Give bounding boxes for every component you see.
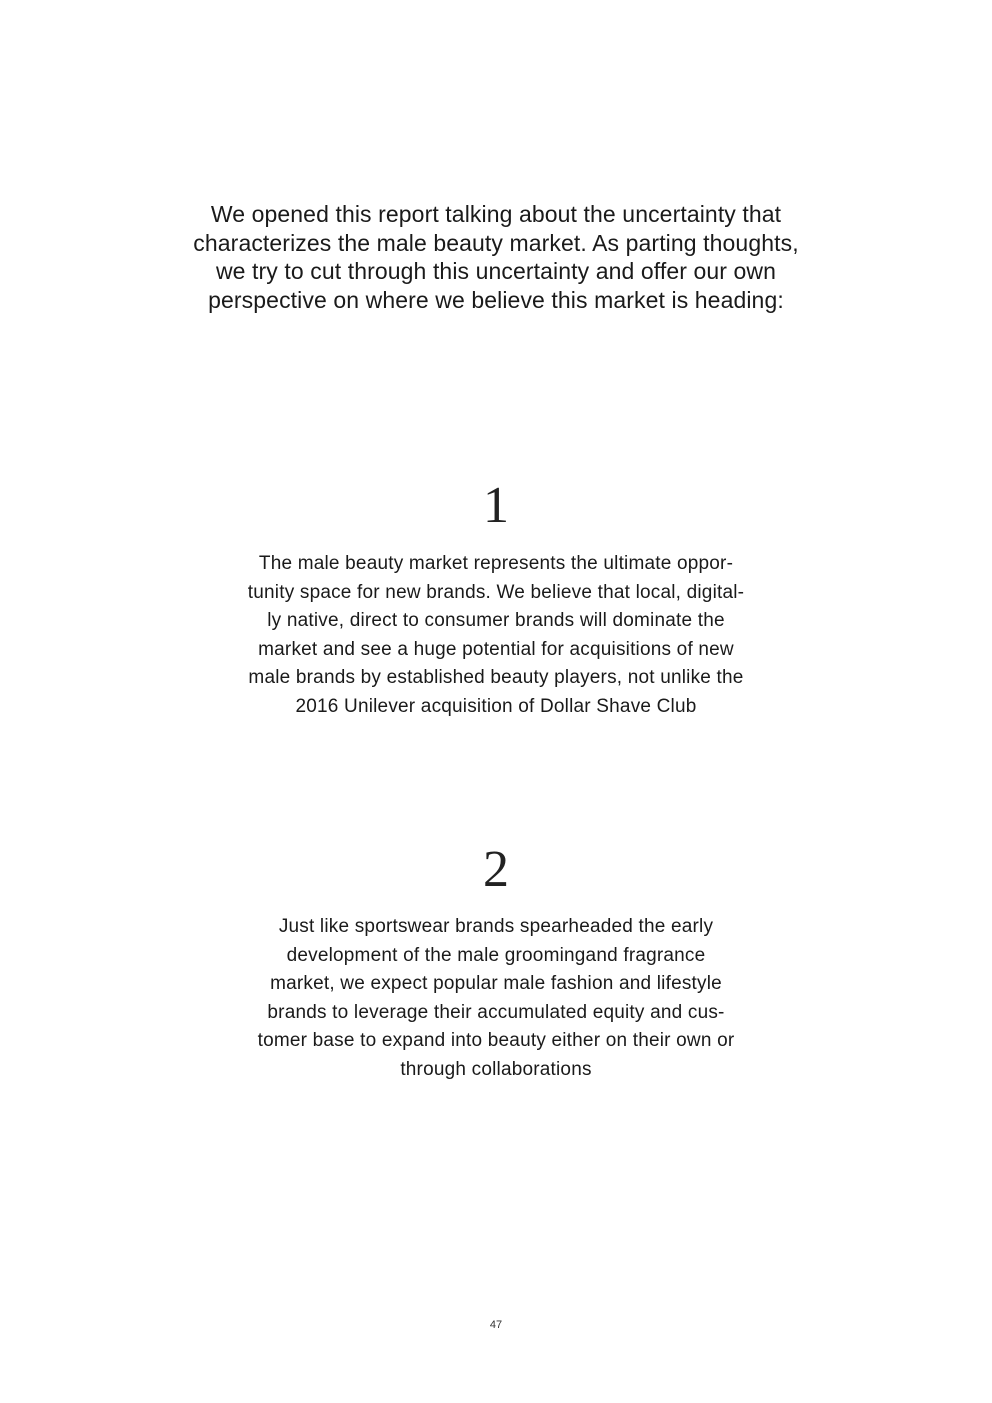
section-2-line: tomer base to expand into beauty either on their own or bbox=[257, 1030, 735, 1051]
intro-line: we try to cut through this uncertainty and offer our own bbox=[215, 258, 777, 284]
section-1-line: male brands by established beauty players, not unlike the bbox=[248, 667, 744, 688]
intro-line: characterizes the male beauty market. As parting thoughts, bbox=[193, 229, 799, 256]
intro-line: perspective on where we believe this market is heading: bbox=[208, 286, 784, 313]
section-1-line: market and see a huge potential for acquisitions of new bbox=[258, 638, 734, 660]
section-2-number: 2 bbox=[483, 841, 509, 898]
section-1-number: 1 bbox=[483, 477, 509, 534]
page-number: 47 bbox=[489, 1319, 503, 1331]
section-1-line: 2016 Unilever acquisition of Dollar Shave Club bbox=[295, 695, 697, 717]
section-2-line: Just like sportswear brands spearheaded the early bbox=[278, 916, 714, 937]
section-2-line: development of the male groomingand fragrance bbox=[286, 944, 706, 966]
intro-paragraph bbox=[150, 200, 842, 314]
section-1-paragraph bbox=[205, 550, 787, 721]
section-1-line: ly native, direct to consumer brands will dominate the bbox=[267, 610, 725, 631]
section-2-line: market, we expect popular male fashion and lifestyle bbox=[270, 973, 722, 994]
section-2-paragraph bbox=[205, 913, 787, 1084]
section-1-line: The male beauty market represents the ultimate oppor- bbox=[258, 553, 734, 574]
section-1-line: tunity space for new brands. We believe that local, digital- bbox=[247, 581, 745, 603]
intro-line: We opened this report talking about the uncertainty that bbox=[210, 201, 782, 227]
section-2-line: through collaborations bbox=[400, 1058, 592, 1080]
section-2-line: brands to leverage their accumulated equity and cus- bbox=[267, 1001, 725, 1023]
